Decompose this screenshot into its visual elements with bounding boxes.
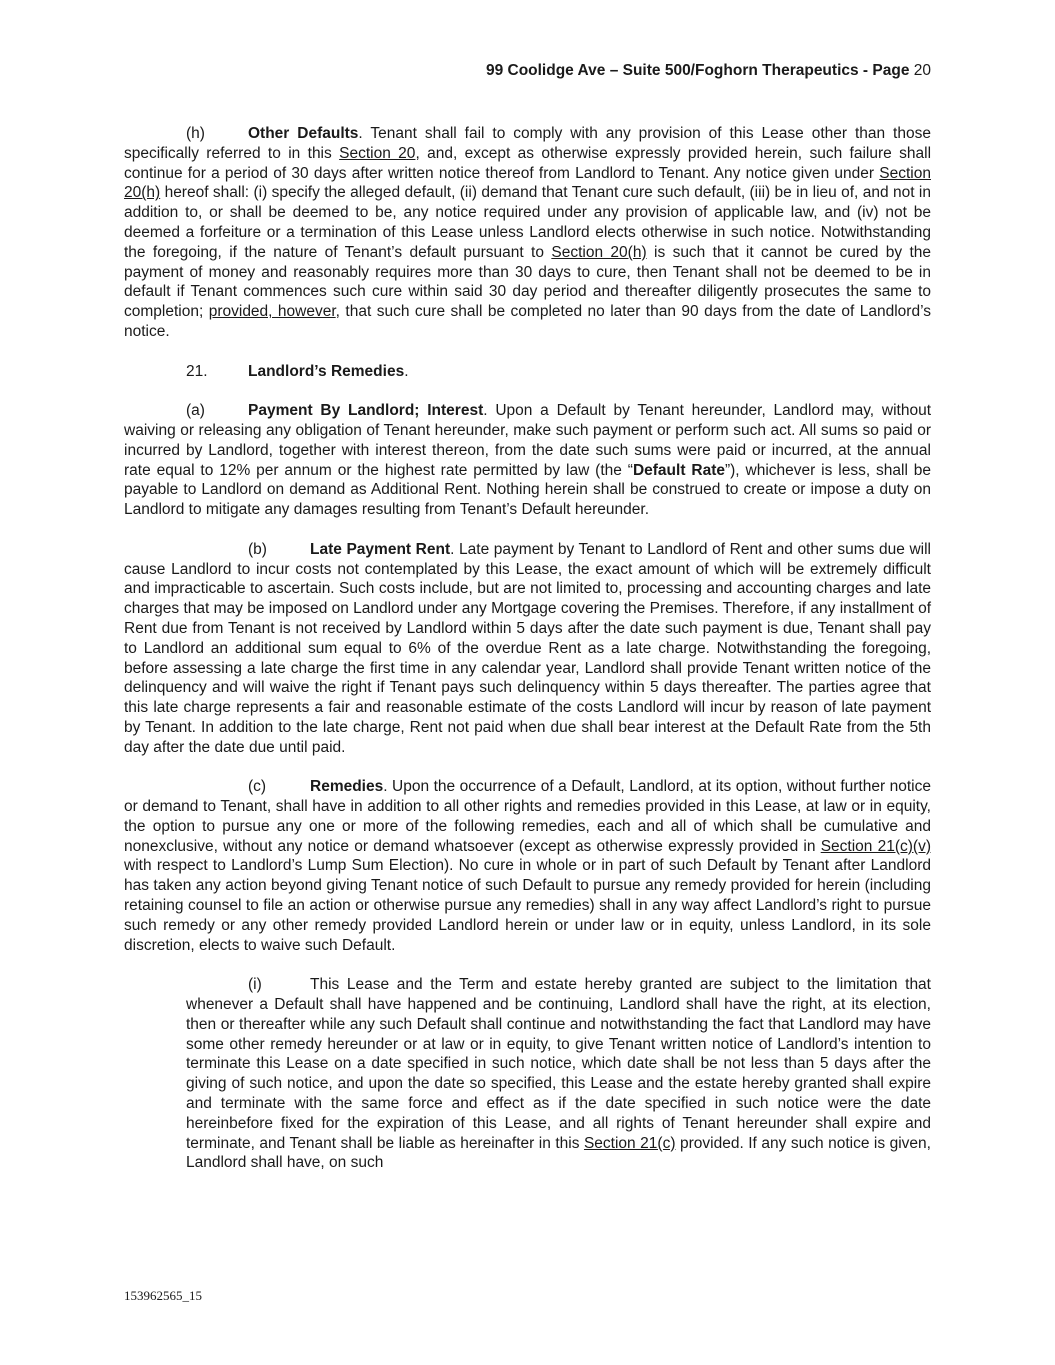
section-20h-reference-2: Section 20(h) [551,243,647,261]
section-21ci-paragraph [186,975,931,1173]
section-21-heading-line [124,362,931,382]
section-21a-marker: (a) [186,402,205,420]
default-rate-term: Default Rate [632,461,725,479]
section-21b-text: . Late payment by Tenant to Landlord of Rent and other sums due will cause Landlord to incur costs not contemplated by this Lease, the exact amount of which will be extremely difficult and impracticable to ascertain. Such costs include, but are not limited to, processing and accounting charges and late charges that may be imposed on Landlord under any Mortgage covering the Premises. Therefore, if any installment of Rent due from Tenant is not received by Landlord within 5 days after the date such payment is due, Tenant shall pay to Landlord an additional sum equal to 6% of the overdue Rent as a late charge. Notwithstanding the foregoing, before assessing a late charge the first time in any calendar year, Landlord shall provide Tenant written notice of the delinquency and will waive the right if Tenant pays such delinquency within 5 days thereafter. The parties agree that this late charge represents a fair and reasonable estimate of the costs Landlord will incur by reason of late payment by Tenant. In addition to the late charge, Rent not paid when due shall bear interest at the Default Rate from the 5th day after the date due until paid. [124,540,932,756]
header-title: 99 Coolidge Ave – Suite 500/Foghorn Therapeutics - Page [485,62,910,79]
section-20h-text-1: . Tenant shall fail to comply with any provision of this Lease other than those specifically referred to in this [124,125,931,162]
section-21b-heading: Late Payment Rent [310,540,451,558]
section-21a-text-1: . Upon a Default by Tenant hereunder, Landlord may, without waiving or releasing any obligation of Tenant hereunder, make such payment or perform such act. All sums so paid or incurred by Landlord, together with interest thereon, from the date such sums were paid or incurred, at the annual rate equal to 12% per annum or the highest rate permitted by law (the “ [124,402,931,479]
section-20h-reference-1: Section 20(h) [124,164,931,202]
document-body [124,124,931,1193]
section-21-period: . [404,362,409,380]
section-21b-marker: (b) [248,540,267,558]
section-21cv-reference: Section 21(c)(v) [820,837,931,855]
section-21-number: 21. [186,362,208,380]
section-21b-paragraph [124,540,931,758]
section-20h-text-3: hereof shall: (i) specify the alleged default, (ii) demand that Tenant cure such default, (iii) be in lieu of, and not in addition to, or shall be deemed to be, any notice required under any provision of applicable law, and (iv) not be deemed a forfeiture or a termination of this Lease unless Landlord elects otherwise in such notice. Notwithstanding the foregoing, if the nature of Tenant’s default pursuant to [124,184,931,261]
section-21c-heading: Remedies [310,778,384,796]
page-number: 20 [913,62,931,79]
proviso-term: provided, however [208,303,336,321]
section-21c-text-1: . Upon the occurrence of a Default, Landlord, at its option, without further notice or demand to Tenant, shall have in addition to all other rights and remedies provided in this Lease, at law or in equity, the option to pursue any one or more of the following remedies, each and all of which shall be cumulative and nonexclusive, without any notice or demand whatsoever (except as otherwise expressly provided in [124,778,931,855]
section-20h-text-4: is such that it cannot be cured by the payment of money and reasonably requires more than 30 days to cure, then Tenant shall not be deemed to be in default if Tenant commences such cure within said 30 day period and thereafter diligently prosecutes the same to completion; [124,243,931,321]
section-20h-text-5: , that such cure shall be completed no later than 90 days from the date of Landlord’s notice. [124,303,931,340]
section-21a-text-2: ”), whichever is less, shall be payable to Landlord on demand as Additional Rent. Nothing herein shall be construed to create or impose a duty on Landlord to mitigate any damages resulting from Tenant’s Default hereunder. [124,461,932,519]
section-20h-paragraph [124,124,931,342]
section-20-reference: Section 20 [339,144,416,162]
section-21c-marker: (c) [248,778,267,796]
section-21ci-text-2: provided. If any such notice is given, Landlord shall have, on such [186,1134,931,1172]
section-20h-heading: Other Defaults [248,125,359,142]
section-21c-text-2: with respect to Landlord’s Lump Sum Election). No cure in whole or in part of such Default by Tenant after Landlord has taken any action beyond giving Tenant notice of such Default to pursue any remedy provided for herein (including retaining counsel to file an action or otherwise pursue any remedies) shall in any way affect Landlord’s right to pursue such remedy or any other remedy provided Landlord herein or under law or in equity, unless Landlord, in its sole discretion, elects to waive such Default. [124,857,931,954]
section-20h-marker: (h) [186,125,205,142]
section-21c-reference: Section 21(c) [583,1134,676,1152]
section-21ci-text-1: This Lease and the Term and estate hereby granted are subject to the limitation that whenever a Default shall have happened and be continuing, Landlord shall have the right, at its election, then or thereafter while any such Default shall continue and notwithstanding the fact that Landlord may have some other remedy hereunder or at law or in equity, to give Tenant written notice of Landlord’s intention to terminate this Lease on a date specified in such notice, which date shall be not less than 5 days after the giving of such notice, and upon the date so specified, this Lease and the estate hereby granted shall expire and terminate with the same force and effect as if the date specified in such notice were the date hereinbefore fixed for the expiration of this Lease, and all rights of Tenant hereunder shall expire and terminate, and Tenant shall be liable as hereinafter in this [186,976,931,1152]
section-21ci-marker: (i) [248,976,262,994]
section-21a-heading: Payment By Landlord; Interest [248,402,484,420]
section-21a-paragraph [124,401,931,520]
page-header [486,62,931,80]
section-20h-text-2: , and, except as otherwise expressly provided herein, such failure shall continue for a period of 30 days after written notice thereof from Landlord to Tenant. Any notice given under [124,144,932,182]
section-21c-paragraph [124,777,931,955]
section-21-heading: Landlord’s Remedies [248,362,405,380]
document-id: 153962565_15 [124,1288,202,1303]
